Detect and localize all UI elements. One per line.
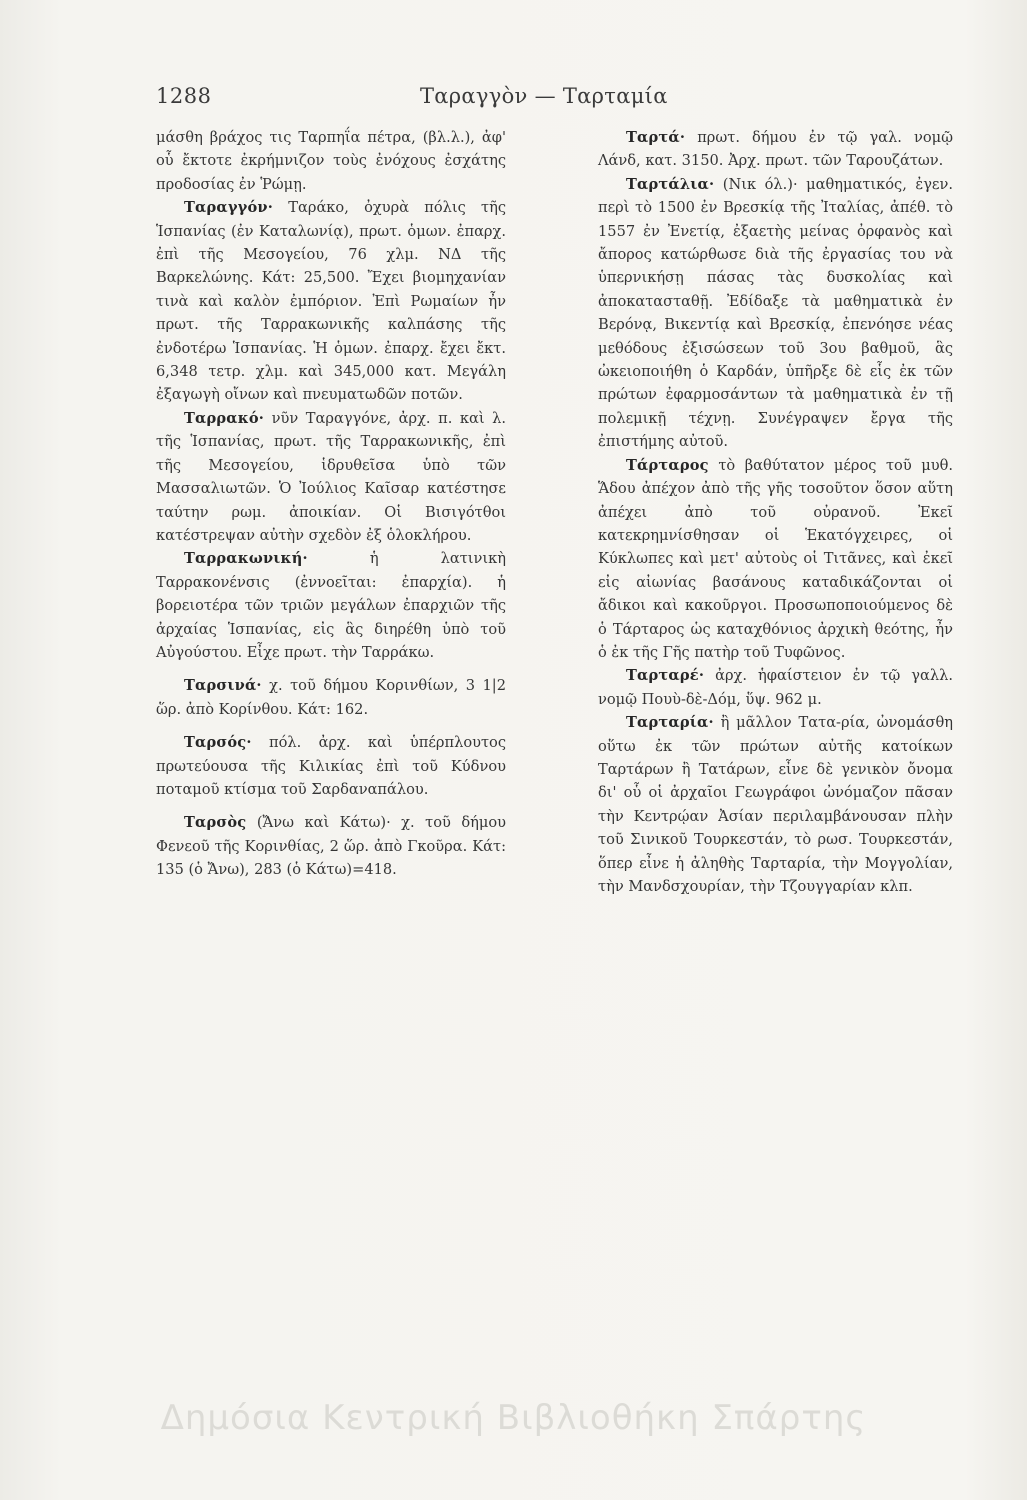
entry-text: ἡ λατινικὴ Ταρρακονένσις (ἐννοεῖται: ἐπαρχία). ἡ βορειοτέρα τῶν τριῶν μεγάλων ἐπαρχιῶν τῆς ἀρχαίας Ἱσπανίας, εἰς ἃς διηρέθη ὑπὸ τοῦ Αὐγούστου. Εἶχε πρωτ. τὴν Ταρράκω. — [156, 550, 506, 661]
page-header — [156, 84, 916, 118]
entry-text: μάσθη βράχος τις Ταρπηΐα πέτρα, (βλ.λ.), ἀφ' οὗ ἔκτοτε ἐκρήμνιζον τοὺς ἐνόχους ἐσχάτης προδοσίας ἐν Ῥώμῃ. — [156, 129, 506, 193]
dictionary-entry — [156, 811, 506, 881]
dictionary-entry — [598, 454, 953, 665]
dictionary-entry — [156, 407, 506, 547]
entry-headword: Ταρσὸς — [184, 814, 247, 832]
entry-headword: Ταρταρία· — [626, 714, 714, 732]
entry-text: πρωτ. δήμου ἐν τῷ γαλ. νομῷ Λάνδ, κατ. 3150. Ἀρχ. πρωτ. τῶν Ταρουζάτων. — [598, 129, 954, 170]
entry-headword: Ταρρακό· — [184, 409, 265, 427]
dictionary-entry — [598, 126, 953, 173]
running-title: Ταραγγὸν — Ταρταμία — [420, 84, 668, 108]
entry-headword: Ταρτάλια· — [626, 175, 715, 193]
entry-headword: Ταρσός· — [184, 734, 252, 752]
entry-text: (Νικ όλ.)· μαθηματικός, ἐγεν. περὶ τὸ 1500 ἐν Βρεσκίᾳ τῆς Ἰταλίας, ἀπέθ. τὸ 1557 ἐν Ἐνετίᾳ, ἐξαετὴς μείνας ὀρφανὸς καὶ ἄπορος κατώρθωσε διὰ τῆς ἐργασίας του νὰ ὑπερνικήσῃ πάσας τὰς δυσκολίας καὶ ἀποκατασταθῇ. Ἐδίδαξε τὰ μαθηματικὰ ἐν Βερόνᾳ, Βικεντίᾳ καὶ Βρεσκίᾳ, ἐπενόησε νέας μεθόδους ἐξισώσεων τοῦ 3ου βαθμοῦ, ἃς ὠκειοποιήθη ὁ Καρδάν, ὑπῆρξε δὲ εἷς ἐκ τῶν πρώτων ἐφαρμοσάντων τὰ μαθηματικὰ ἐν τῇ πολεμικῇ τέχνῃ. Συνέγραψεν ἔργα τῆς ἐπιστήμης αὐτοῦ. — [598, 175, 953, 451]
entry-headword: Ταρτά· — [626, 129, 686, 146]
dictionary-entry — [156, 674, 506, 721]
entry-text: ἀρχ. ἡφαίστειον ἐν τῷ γαλλ. νομῷ Πουὺ-δὲ-Δόμ, ὕψ. 962 μ. — [598, 667, 953, 708]
dictionary-entry — [598, 664, 953, 711]
entry-text: τὸ βαθύτατον μέρος τοῦ μυθ. Ἅδου ἀπέχον ἀπὸ τῆς γῆς τοσοῦτον ὅσον αὕτη ἀπέχει ἀπὸ τοῦ οὐρανοῦ. Ἐκεῖ κατεκρημνίσθησαν οἱ Ἑκατόγχειρες, οἱ Κύκλωπες καὶ μετ' αὐτοὺς οἱ Τιτᾶνες, καὶ ἐκεῖ εἰς αἰωνίας βασάνους καταδικάζονται οἱ ἄδικοι καὶ κακοῦργοι. Προσωποποιούμενος δὲ ὁ Τάρταρος ὡς καταχθόνιος ἀρχικὴ θεότης, ἦν ὁ ἐκ τῆς Γῆς πατὴρ τοῦ Τυφῶνος. — [598, 456, 953, 661]
dictionary-entry — [156, 731, 506, 801]
entry-text: ἢ μᾶλλον Τατα-ρία, ὠνομάσθη οὕτω ἐκ τῶν πρώτων αὐτῆς κατοίκων Ταρτάρων ἢ Τατάρων, εἶνε δὲ γενικὸν ὄνομα δι' οὗ οἱ ἀρχαῖοι Γεωγράφοι ὠνόμαζον πᾶσαν τὴν Κεντρῴαν Ἀσίαν περιλαμβάνουσαν πλὴν τοῦ Σινικοῦ Τουρκεστάν, τὸ ρωσ. Τουρκεστάν, ὅπερ εἶνε ἡ ἀληθὴς Ταρταρία, τὴν Μογγολίαν, τὴν Μανδσχουρίαν, τὴν Τζουγγαρίαν κλπ. — [598, 714, 954, 895]
dictionary-entry — [598, 711, 953, 898]
entry-text: νῦν Ταραγγόνε, ἀρχ. π. καὶ λ. τῆς Ἱσπανίας, πρωτ. τῆς Ταρρακωνικῆς, ἐπὶ τῆς Μεσογείου, ἱδρυθεῖσα ὑπὸ τῶν Μασσαλιωτῶν. Ὁ Ἰούλιος Καῖσαρ κατέστησε ταύτην ρωμ. ἀποικίαν. Οἱ Βισιγότθοι κατέστρεψαν αὐτὴν σχεδὸν ἐξ ὁλοκλήρου. — [156, 409, 507, 544]
entry-text: πόλ. ἀρχ. καὶ ὑπέρπλουτος πρωτεύουσα τῆς Κιλικίας ἐπὶ τοῦ Κύδνου ποταμοῦ κτίσμα τοῦ Σαρδαναπάλου. — [156, 734, 507, 798]
entry-text: χ. τοῦ δήμου Κορινθίων, 3 1|2 ὥρ. ἀπὸ Κορίνθου. Κάτ: 162. — [156, 677, 506, 718]
dictionary-entry — [156, 196, 506, 407]
entry-headword: Ταραγγόν· — [184, 199, 274, 217]
library-watermark: Δημόσια Κεντρική Βιβλιοθήκη Σπάρτης — [160, 1398, 867, 1438]
entry-headword: Τάρταρος — [626, 456, 709, 474]
entry-headword: Ταρσινά· — [184, 677, 262, 695]
entry-headword: Ταρρακωνική· — [184, 550, 308, 568]
right-column — [598, 126, 953, 898]
left-column — [156, 126, 506, 882]
entry-headword: Ταρταρέ· — [626, 667, 705, 685]
entry-text: (Ἄνω καὶ Κάτω)· χ. τοῦ δήμου Φενεοῦ τῆς Κορινθίας, 2 ὥρ. ἀπὸ Γκοῦρα. Κάτ: 135 (ὁ Ἄνω), 283 (ὁ Κάτω)=418. — [156, 814, 506, 879]
entry-text: Ταράκο, ὀχυρὰ πόλις τῆς Ἱσπανίας (ἐν Καταλωνίᾳ), πρωτ. ὁμων. ἐπαρχ. ἐπὶ τῆς Μεσογείου, 76 χλμ. ΝΔ τῆς Βαρκελώνης. Κάτ: 25,500. Ἔχει βιομηχανίαν τινὰ καὶ καλὸν ἐμπόριον. Ἐπὶ Ρωμαίων ἦν πρωτ. τῆς Ταρρακωνικῆς καλπάσης τῆς ἐνδοτέρω Ἱσπανίας. Ἡ ὁμων. ἐπαρχ. ἔχει ἔκτ. 6,348 τετρ. χλμ. καὶ 345,000 κατ. Μεγάλη ἐξαγωγὴ οἴνων καὶ πνευματωδῶν ποτῶν. — [156, 199, 506, 404]
dictionary-entry — [598, 173, 953, 454]
dictionary-entry — [156, 126, 506, 196]
page-number: 1288 — [156, 84, 212, 108]
dictionary-entry — [156, 547, 506, 664]
